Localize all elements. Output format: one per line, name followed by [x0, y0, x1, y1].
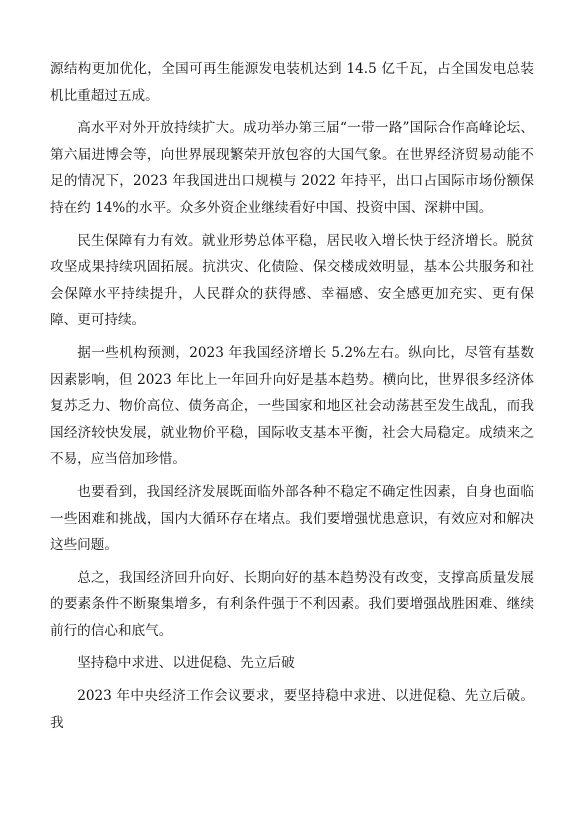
paragraph-6: 总之，我国经济回升向好、长期向好的基本趋势没有改变，支撑高质量发展的要素条件不断聚集增多，有利条件强于不利因素。我们要增强战胜困难、继续前行的信心和底气。: [50, 569, 534, 639]
paragraph-8: 2023 年中央经济工作会议要求，要坚持稳中求进、以进促稳、先立后破。我: [50, 688, 534, 731]
paragraph-4: 据一些机构预测，2023 年我国经济增长 5.2%左右。纵向比，尽管有基数因素影响，但 2023 年比上一年回升向好是基本趋势。横向比，世界很多经济体复苏乏力、物价高位、债务高企，一些国家和地区社会动荡甚至发生战乱，而我国经济较快发展，就业物价平稳，国际收支基本平衡，社会大局稳定。成绩来之不易，应当倍加珍惜。: [50, 344, 534, 468]
section-heading: 坚持稳中求进、以进促稳、先立后破: [77, 655, 295, 672]
paragraph-1: 源结构更加优化，全国可再生能源发电装机达到 14.5 亿千瓦，占全国发电总装机比重超过五成。: [50, 61, 534, 104]
paragraph-2: 高水平对外开放持续扩大。成功举办第三届“一带一路”国际合作高峰论坛、第六届进博会等，向世界展现繁荣开放包容的大国气象。在世界经济贸易动能不足的情况下，2023 年我国进出口规模与 2022 年持平，出口占国际市场份额保持在约 14%的水平。众多外资企业继续看好中国、投资中国、深耕中国。: [50, 120, 534, 216]
paragraph-5: 也要看到，我国经济发展既面临外部各种不稳定不确定性因素，自身也面临一些困难和挑战，国内大循环存在堵点。我们要增强忧患意识，有效应对和解决这些问题。: [50, 483, 534, 554]
paragraph-3: 民生保障有力有效。就业形势总体平稳，居民收入增长快于经济增长。脱贫攻坚成果持续巩固拓展。抗洪灾、化债险、保交楼成效明显，基本公共服务和社会保障水平持续提升，人民群众的获得感、幸福感、安全感更加充实、更有保障、更可持续。: [50, 232, 534, 329]
